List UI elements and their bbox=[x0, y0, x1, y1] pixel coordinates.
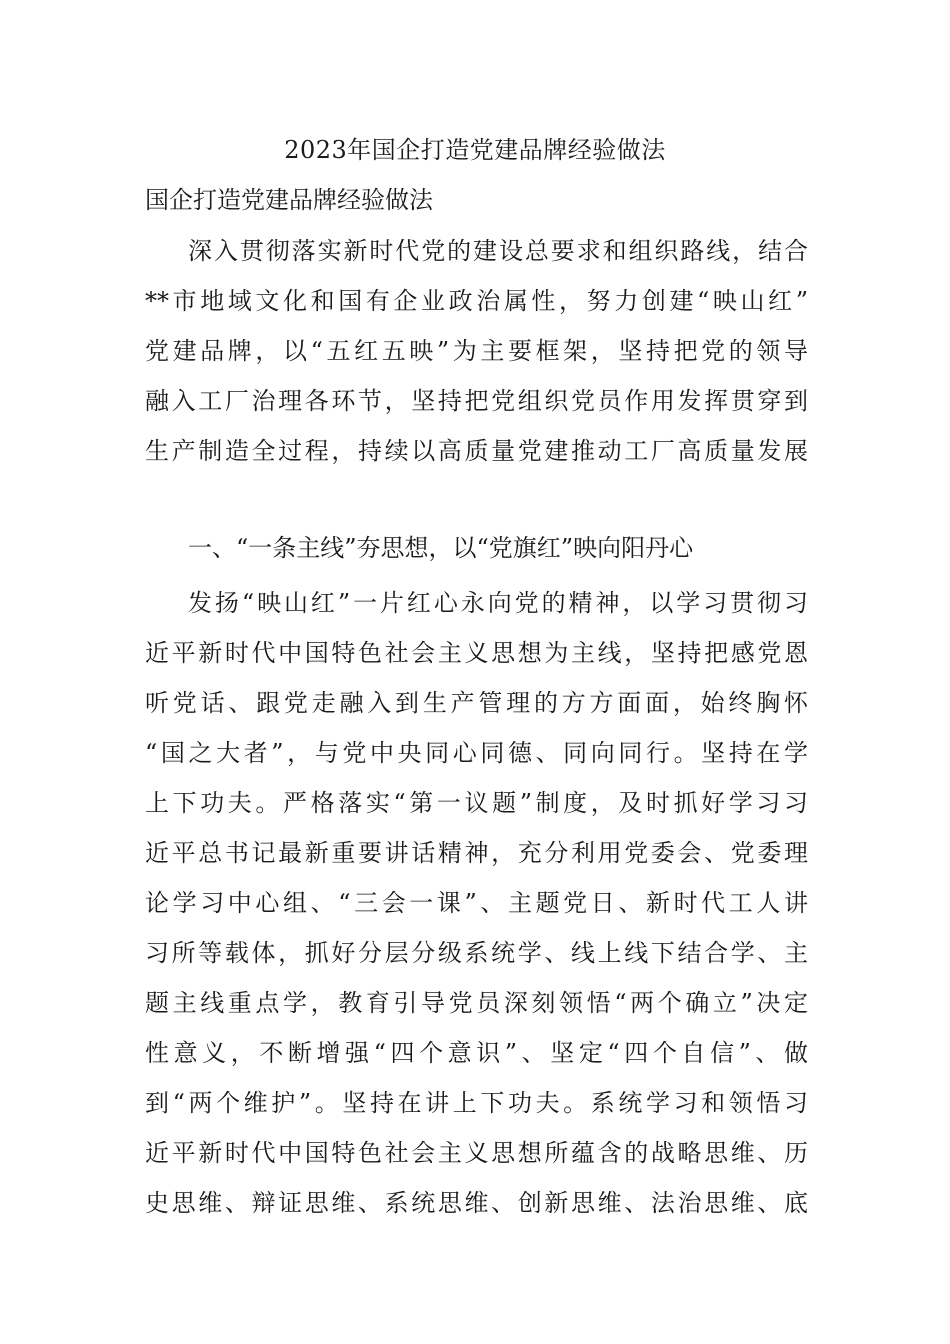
body-line: 习所等载体，抓好分层分级系统学、线上线下结合学、主 bbox=[145, 939, 808, 967]
body-line: 近平总书记最新重要讲话精神，充分利用党委会、党委理 bbox=[145, 839, 808, 867]
body-line: 史思维、辩证思维、系统思维、创新思维、法治思维、底 bbox=[145, 1189, 808, 1217]
intro-line: 深入贯彻落实新时代党的建设总要求和组织路线，结合 bbox=[188, 237, 808, 265]
intro-line: 融入工厂治理各环节，坚持把党组织党员作用发挥贯穿到 bbox=[145, 387, 808, 415]
body-line: 题主线重点学，教育引导党员深刻领悟“两个确立”决定 bbox=[145, 989, 808, 1017]
document-title: 2023年国企打造党建品牌经验做法 bbox=[284, 136, 666, 164]
section-heading: 一、“一条主线”夯思想，以“党旗红”映向阳丹心 bbox=[188, 534, 694, 562]
body-line: 到“两个维护”。坚持在讲上下功夫。系统学习和领悟习 bbox=[145, 1089, 808, 1117]
intro-line: 党建品牌，以“五红五映”为主要框架，坚持把党的领导 bbox=[145, 337, 808, 365]
body-line: 论学习中心组、“三会一课”、主题党日、新时代工人讲 bbox=[145, 889, 808, 917]
body-line: 近平新时代中国特色社会主义思想为主线，坚持把感党恩 bbox=[145, 639, 808, 667]
section-body-paragraph bbox=[145, 578, 808, 1228]
body-line: “国之大者”，与党中央同心同德、同向同行。坚持在学 bbox=[145, 739, 808, 767]
intro-line: 生产制造全过程，持续以高质量党建推动工厂高质量发展 bbox=[145, 437, 808, 465]
document-subtitle: 国企打造党建品牌经验做法 bbox=[145, 186, 433, 214]
body-line: 上下功夫。严格落实“第一议题”制度，及时抓好学习习 bbox=[145, 789, 808, 817]
intro-paragraph bbox=[145, 226, 808, 476]
body-line: 近平新时代中国特色社会主义思想所蕴含的战略思维、历 bbox=[145, 1139, 808, 1167]
body-line: 听党话、跟党走融入到生产管理的方方面面，始终胸怀 bbox=[145, 689, 808, 717]
body-line: 性意义，不断增强“四个意识”、坚定“四个自信”、做 bbox=[145, 1039, 808, 1067]
intro-line: **市地域文化和国有企业政治属性，努力创建“映山红” bbox=[145, 287, 808, 315]
body-line: 发扬“映山红”一片红心永向党的精神，以学习贯彻习 bbox=[188, 589, 808, 617]
